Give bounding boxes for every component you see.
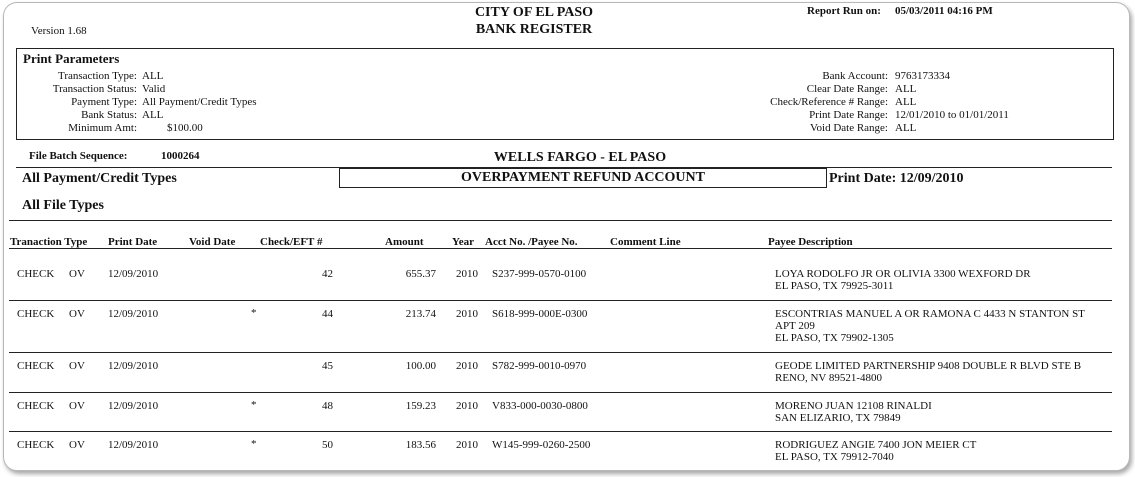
report-title: BANK REGISTER	[475, 22, 593, 37]
row-payee-line: SAN ELIZARIO, TX 79849	[775, 412, 901, 424]
row-type: CHECK	[17, 308, 55, 320]
row-payee-line: EL PASO, TX 79912-7040	[775, 451, 894, 463]
param-value: ALL	[142, 70, 164, 82]
row-subtype: OV	[69, 308, 85, 320]
row-check-number: 42	[322, 268, 333, 280]
header-divider	[9, 248, 1112, 249]
param-value: ALL	[895, 96, 917, 108]
city-title: CITY OF EL PASO	[474, 5, 594, 20]
col-comment: Comment Line	[610, 236, 681, 248]
row-payee-line: RENO, NV 89521-4800	[775, 372, 883, 384]
row-year: 2010	[456, 308, 478, 320]
row-type: CHECK	[17, 400, 55, 412]
param-label: Clear Date Range:	[806, 83, 888, 95]
row-type: CHECK	[17, 360, 55, 372]
run-value: 05/03/2011 04:16 PM	[895, 5, 993, 17]
row-year: 2010	[456, 439, 478, 451]
row-payee-line: EL PASO, TX 79925-3011	[775, 280, 894, 292]
param-value: 12/01/2010 to 01/01/2011	[895, 109, 1009, 121]
row-acct: W145-999-0260-2500	[492, 439, 591, 451]
row-flag: *	[251, 438, 257, 450]
row-subtype: OV	[69, 439, 85, 451]
param-value: ALL	[895, 122, 917, 134]
row-flag: *	[251, 307, 257, 319]
print-parameters-title: Print Parameters	[23, 51, 120, 66]
row-acct: S618-999-000E-0300	[492, 308, 588, 320]
col-payee: Payee Description	[768, 236, 853, 248]
row-print-date: 12/09/2010	[108, 360, 159, 372]
col-acct: Acct No. /Payee No.	[485, 236, 578, 248]
param-label: Payment Type:	[71, 96, 137, 108]
print-parameters-box	[16, 48, 1114, 140]
row-divider	[9, 392, 1112, 393]
row-check-number: 48	[322, 400, 333, 412]
row-year: 2010	[456, 268, 478, 280]
row-payee-line: EL PASO, TX 79902-1305	[775, 332, 894, 344]
row-payee-line: LOYA RODOLFO JR OR OLIVIA 3300 WEXFORD DR	[775, 268, 1031, 280]
col-transaction-type: Tranaction Type	[10, 236, 88, 248]
param-value: ALL	[895, 83, 917, 95]
row-amount: 159.23	[405, 400, 436, 412]
row-acct: S237-999-0570-0100	[492, 268, 587, 280]
row-year: 2010	[456, 400, 478, 412]
param-label: Transaction Status:	[52, 83, 137, 95]
param-label: Bank Account:	[822, 70, 888, 82]
row-print-date: 12/09/2010	[108, 439, 159, 451]
row-payee-line: RODRIGUEZ ANGIE 7400 JON MEIER CT	[775, 439, 977, 451]
row-amount: 183.56	[405, 439, 436, 451]
row-acct: S782-999-0010-0970	[492, 360, 587, 372]
row-acct: V833-000-0030-0800	[492, 400, 588, 412]
param-label: Void Date Range:	[809, 122, 888, 134]
param-value: Valid	[142, 83, 166, 95]
payment-types-heading: All Payment/Credit Types	[22, 171, 177, 186]
bank-name: WELLS FARGO - EL PASO	[493, 150, 667, 165]
param-value: All Payment/Credit Types	[142, 96, 257, 108]
account-name-box: OVERPAYMENT REFUND ACCOUNT	[339, 168, 827, 188]
row-amount: 213.74	[405, 308, 436, 320]
col-amount: Amount	[385, 236, 424, 248]
col-check-eft: Check/EFT #	[260, 236, 323, 248]
row-check-number: 45	[322, 360, 333, 372]
divider	[9, 220, 1112, 221]
row-amount: 100.00	[405, 360, 436, 372]
row-amount: 655.37	[405, 268, 436, 280]
row-flag: *	[251, 399, 257, 411]
version-label: Version 1.68	[31, 25, 87, 37]
run-label: Report Run on:	[807, 5, 881, 17]
col-void-date: Void Date	[189, 236, 236, 248]
file-types-heading: All File Types	[22, 198, 104, 213]
param-label: Print Date Range:	[809, 109, 888, 121]
row-divider	[9, 431, 1112, 432]
row-subtype: OV	[69, 360, 85, 372]
row-divider	[9, 352, 1112, 353]
batch-value: 1000264	[161, 150, 200, 162]
col-year: Year	[452, 236, 474, 248]
param-label: Check/Reference # Range:	[770, 96, 888, 108]
param-label: Transaction Type:	[58, 70, 137, 82]
row-check-number: 44	[322, 308, 333, 320]
row-print-date: 12/09/2010	[108, 308, 159, 320]
param-value: $100.00	[167, 122, 203, 134]
row-type: CHECK	[17, 268, 55, 280]
col-print-date: Print Date	[108, 236, 158, 248]
row-subtype: OV	[69, 400, 85, 412]
param-value: ALL	[142, 109, 164, 121]
row-check-number: 50	[322, 439, 333, 451]
param-label: Minimum Amt:	[68, 122, 137, 134]
batch-label: File Batch Sequence:	[29, 150, 128, 162]
param-label: Bank Status:	[81, 109, 137, 121]
row-payee-line: MORENO JUAN 12108 RINALDI	[775, 400, 932, 412]
row-subtype: OV	[69, 268, 85, 280]
row-print-date: 12/09/2010	[108, 400, 159, 412]
row-year: 2010	[456, 360, 478, 372]
row-payee-line: APT 209	[775, 320, 815, 332]
param-value: 9763173334	[895, 70, 950, 82]
row-type: CHECK	[17, 439, 55, 451]
row-print-date: 12/09/2010	[108, 268, 159, 280]
row-payee-line: ESCONTRIAS MANUEL A OR RAMONA C 4433 N STANTON ST	[775, 308, 1085, 320]
row-divider	[9, 300, 1112, 301]
row-payee-line: GEODE LIMITED PARTNERSHIP 9408 DOUBLE R BLVD STE B	[775, 360, 1082, 372]
print-date-heading: Print Date: 12/09/2010	[829, 171, 964, 186]
